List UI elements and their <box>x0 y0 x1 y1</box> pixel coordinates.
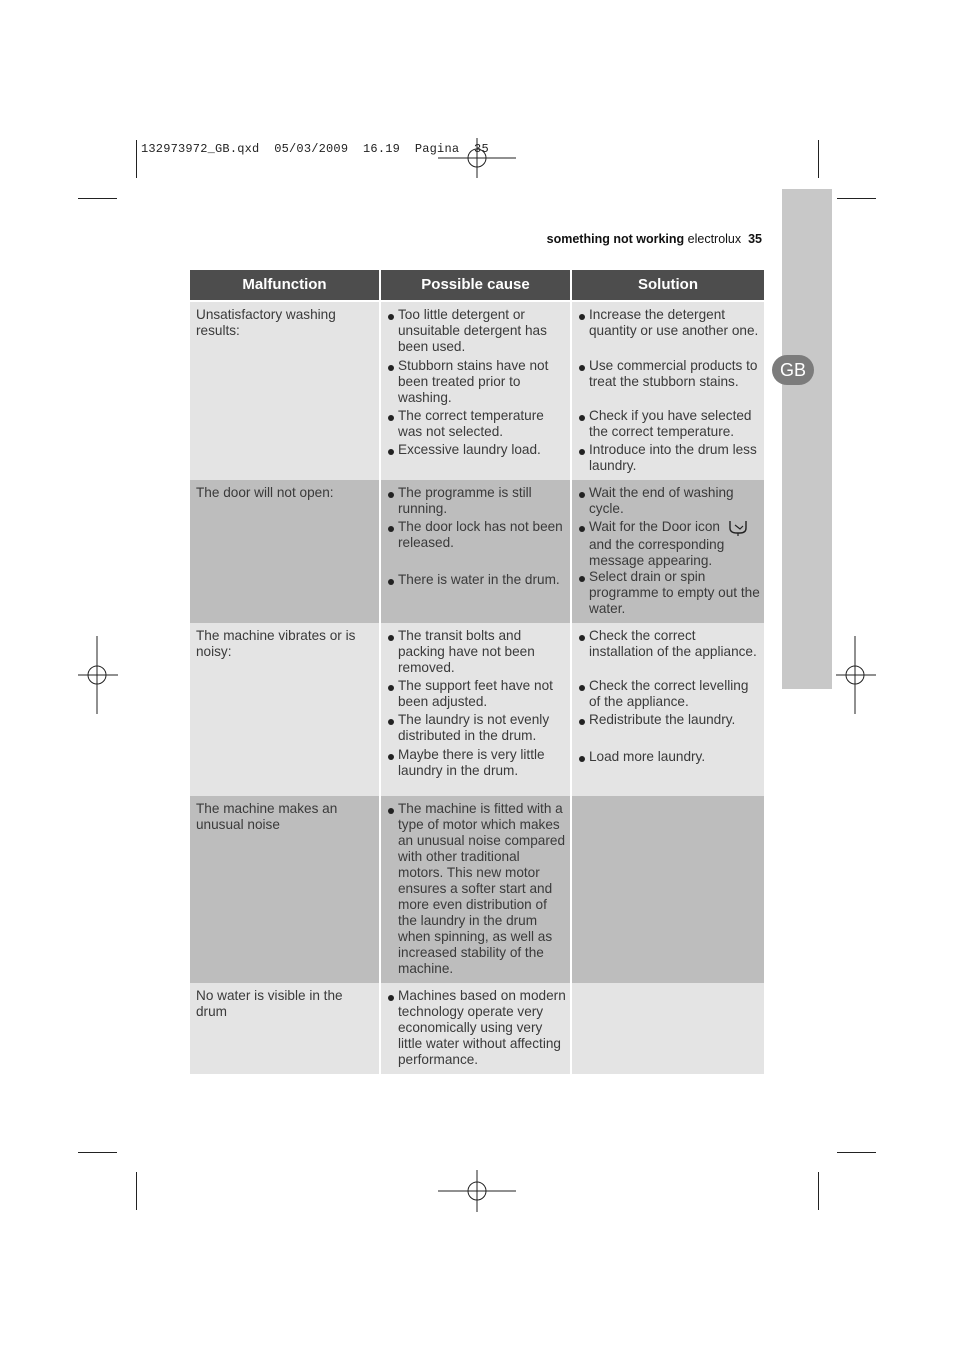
registration-mark-bottom-icon <box>438 1170 518 1212</box>
side-tab-bar <box>782 189 832 689</box>
section-title: something not working <box>546 232 685 246</box>
solution-item: Increase the detergent quantity or use another one. <box>578 307 760 339</box>
solution-item <box>578 519 760 569</box>
solution-item: Check the correct installation of the appliance. <box>578 628 760 660</box>
crop-mark <box>818 140 819 178</box>
cause-item: The transit bolts and packing have not been removed. <box>387 628 566 676</box>
malfunction-cell <box>190 623 380 796</box>
crop-mark <box>78 1152 117 1153</box>
table-row <box>190 301 764 480</box>
crop-mark <box>837 1152 876 1153</box>
crop-mark <box>136 1172 137 1210</box>
registration-mark-right-icon <box>836 636 876 714</box>
column-header-malfunction: Malfunction <box>190 270 380 301</box>
crop-mark <box>136 140 137 178</box>
solution-cell <box>571 301 764 480</box>
table-row <box>190 796 764 983</box>
crop-mark <box>78 198 117 199</box>
cause-item: Stubborn stains have not been treated prior to washing. <box>387 358 566 406</box>
cause-item: The correct temperature was not selected. <box>387 408 566 440</box>
door-lock-icon <box>728 519 748 537</box>
cause-item: The door lock has not been released. <box>387 519 566 551</box>
malfunction-cell <box>190 480 380 623</box>
malfunction-text: The door will not open: <box>196 485 334 500</box>
malfunction-cell <box>190 983 380 1074</box>
language-badge: GB <box>772 355 814 385</box>
table-row <box>190 623 764 796</box>
solution-text: and the corresponding message appearing. <box>589 537 725 568</box>
solution-item: Check if you have selected the correct temperature. <box>578 408 760 440</box>
column-header-solution: Solution <box>571 270 764 301</box>
page-number: 35 <box>748 232 762 246</box>
malfunction-cell <box>190 301 380 480</box>
cause-item: There is water in the drum. <box>387 572 566 588</box>
cause-item: Machines based on modern technology operate very economically using very little water without affecting performance. <box>387 988 566 1068</box>
crop-mark <box>818 1172 819 1210</box>
cause-cell <box>380 983 571 1074</box>
solution-item: Select drain or spin programme to empty out the water. <box>578 569 760 617</box>
cause-cell <box>380 301 571 480</box>
crop-mark <box>837 198 876 199</box>
table-row <box>190 983 764 1074</box>
cause-cell <box>380 623 571 796</box>
cause-item: The support feet have not been adjusted. <box>387 678 566 710</box>
malfunction-text: Unsatisfactory washing results: <box>196 307 336 338</box>
cause-cell <box>380 796 571 983</box>
cause-item: Too little detergent or unsuitable detergent has been used. <box>387 307 566 355</box>
print-slug: 132973972_GB.qxd 05/03/2009 16.19 Pagina 35 <box>141 142 489 156</box>
solution-item: Check the correct levelling of the appliance. <box>578 678 760 710</box>
malfunction-cell <box>190 796 380 983</box>
registration-mark-left-icon <box>78 636 118 714</box>
cause-item: The programme is still running. <box>387 485 566 517</box>
solution-item: Introduce into the drum less laundry. <box>578 442 760 474</box>
table-header-row <box>190 270 764 301</box>
cause-cell <box>380 480 571 623</box>
brand-name: electrolux <box>687 232 742 246</box>
solution-item: Use commercial products to treat the stubborn stains. <box>578 358 760 390</box>
solution-cell <box>571 983 764 1074</box>
column-header-possible-cause: Possible cause <box>380 270 571 301</box>
solution-item: Redistribute the laundry. <box>578 712 760 728</box>
malfunction-text: The machine makes an unusual noise <box>196 801 338 832</box>
malfunction-text: No water is visible in the drum <box>196 988 343 1019</box>
cause-item: The machine is fitted with a type of motor which makes an unusual noise compared with other traditional motors. This new motor ensures a softer start and more even distribution of the laundry in the drum when spinning, as well as increased stability of the machine. <box>387 801 566 977</box>
table-row <box>190 480 764 623</box>
solution-item: Load more laundry. <box>578 749 760 765</box>
troubleshooting-table <box>190 270 764 1074</box>
solution-cell <box>571 480 764 623</box>
solution-cell <box>571 796 764 983</box>
solution-item: Wait the end of washing cycle. <box>578 485 760 517</box>
cause-item: The laundry is not evenly distributed in the drum. <box>387 712 566 744</box>
cause-item: Excessive laundry load. <box>387 442 566 458</box>
malfunction-text: The machine vibrates or is noisy: <box>196 628 356 659</box>
solution-text: Wait for the Door icon <box>589 519 720 534</box>
solution-cell <box>571 623 764 796</box>
cause-item: Maybe there is very little laundry in the drum. <box>387 747 566 779</box>
running-header <box>547 232 762 246</box>
